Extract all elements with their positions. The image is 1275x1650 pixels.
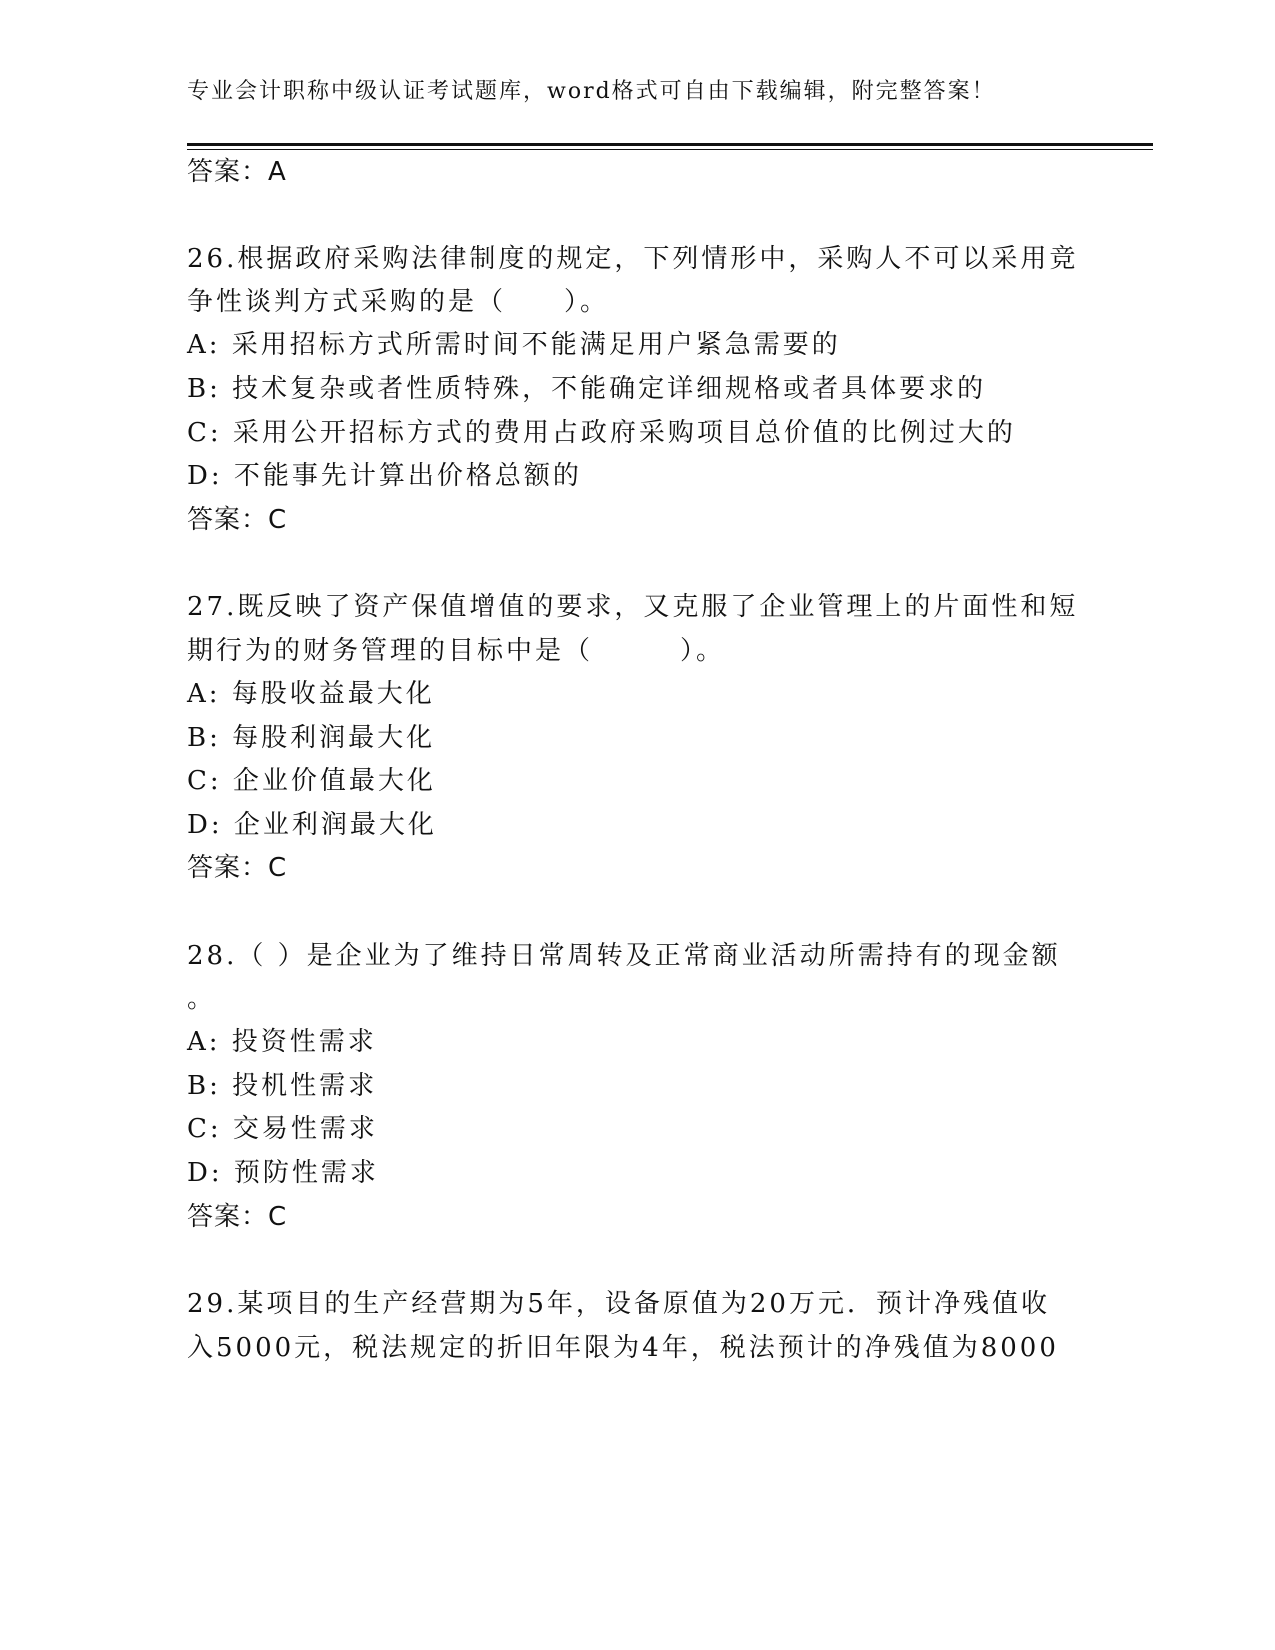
question-27-option-b: B: 每股利润最大化 bbox=[187, 723, 436, 753]
question-26-option-d: D: 不能事先计算出价格总额的 bbox=[187, 461, 582, 491]
header-rule-thin bbox=[187, 149, 1153, 150]
header-rule-thick bbox=[187, 143, 1153, 146]
question-28-option-a: A: 投资性需求 bbox=[187, 1027, 377, 1057]
question-28-stem-line2: 。 bbox=[187, 984, 217, 1014]
answer-26: 答案：C bbox=[187, 505, 288, 535]
question-26-stem-line2: 争性谈判方式采购的是（ ）。 bbox=[187, 287, 610, 317]
answer-25: 答案：A bbox=[187, 157, 287, 187]
question-26-option-a: A: 采用招标方式所需时间不能满足用户紧急需要的 bbox=[187, 330, 841, 360]
question-26-option-b: B: 技术复杂或者性质特殊，不能确定详细规格或者具体要求的 bbox=[187, 374, 987, 404]
question-29-stem-line1: 29.某项目的生产经营期为5年，设备原值为20万元．预计净残值收 bbox=[187, 1289, 1050, 1319]
question-27-stem-line1: 27.既反映了资产保值增值的要求，又克服了企业管理上的片面性和短 bbox=[187, 592, 1079, 622]
question-28-option-b: B: 投机性需求 bbox=[187, 1071, 378, 1101]
question-26-option-c: C: 采用公开招标方式的费用占政府采购项目总价值的比例过大的 bbox=[187, 418, 1016, 448]
answer-27: 答案：C bbox=[187, 853, 288, 883]
question-28-option-d: D: 预防性需求 bbox=[187, 1158, 379, 1188]
answer-28: 答案：C bbox=[187, 1202, 288, 1232]
question-26-stem-line1: 26.根据政府采购法律制度的规定，下列情形中，采购人不可以采用竞 bbox=[187, 244, 1079, 274]
question-27-option-c: C: 企业价值最大化 bbox=[187, 766, 436, 796]
question-27-option-a: A: 每股收益最大化 bbox=[187, 679, 435, 709]
question-28-option-c: C: 交易性需求 bbox=[187, 1114, 378, 1144]
question-28-stem-line1: 28.（ ）是企业为了维持日常周转及正常商业活动所需持有的现金额 bbox=[187, 941, 1061, 971]
question-29-stem-line2: 入5000元，税法规定的折旧年限为4年，税法预计的净残值为8000 bbox=[187, 1333, 1059, 1363]
question-27-stem-line2: 期行为的财务管理的目标中是（ ）。 bbox=[187, 636, 726, 666]
question-27-option-d: D: 企业利润最大化 bbox=[187, 810, 437, 840]
page-header: 专业会计职称中级认证考试题库，word格式可自由下载编辑，附完整答案！ bbox=[187, 79, 996, 104]
